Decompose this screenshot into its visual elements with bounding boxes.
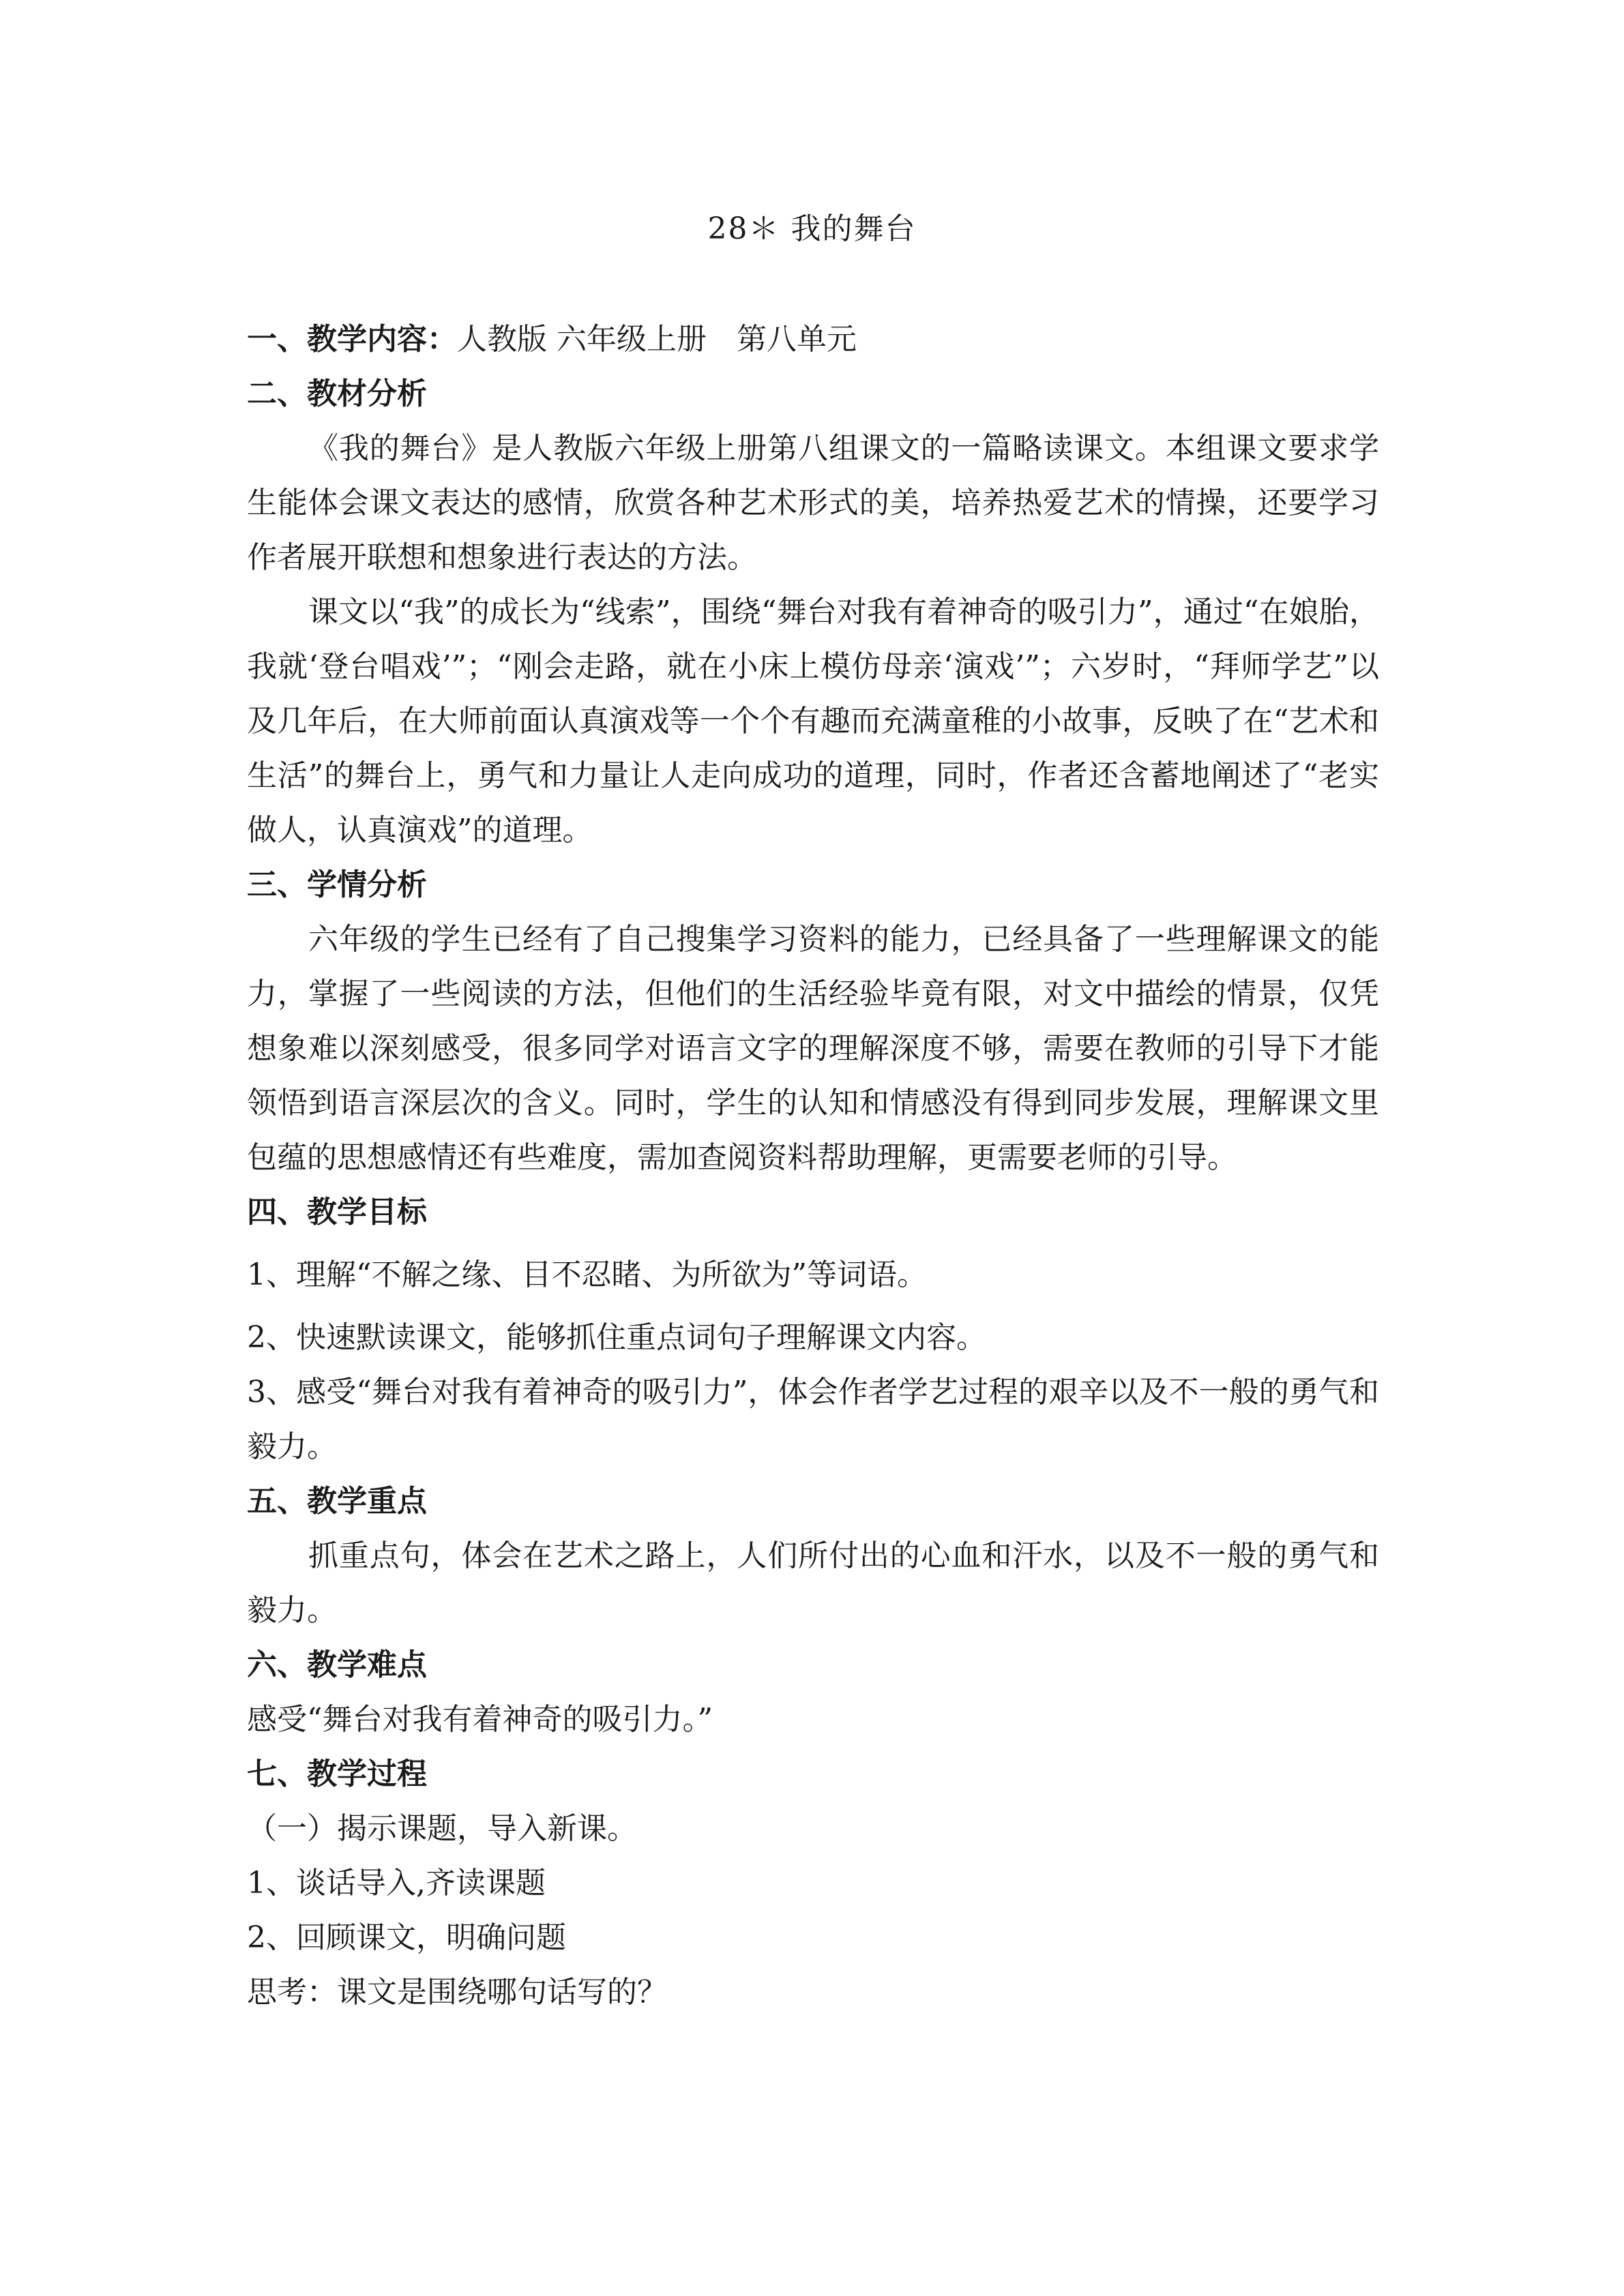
paragraph: 课文以“我”的成长为“线索”，围绕“舞台对我有着神奇的吸引力”，通过“在娘胎，我就‘登台唱戏’”；“刚会走路，就在小床上模仿母亲‘演戏’”；六岁时，“拜师学艺”以及几年后，在大师前面认真演戏等一个个有趣而充满童稚的小故事，反映了在“艺术和生活”的舞台上，勇气和力量让人走向成功的道理，同时，作者还含蓄地阐述了“老实做人，认真演戏”的道理。 (247, 595, 1379, 848)
page-title: 28＊ 我的舞台 (707, 211, 917, 246)
section-heading: 三、学情分析 (247, 867, 427, 902)
list-item: 1、理解“不解之缘、目不忍睹、为所欲为”等词语。 (247, 1257, 927, 1292)
list-item: 1、谈话导入,齐读课题 (247, 1866, 546, 1900)
section-heading: 六、教学难点 (247, 1648, 427, 1682)
section-heading: 七、教学过程 (247, 1757, 427, 1791)
section-heading: 五、教学重点 (247, 1484, 427, 1519)
paragraph: 《我的舞台》是人教版六年级上册第八组课文的一篇略读课文。本组课文要求学生能体会课文表达的感情，欣赏各种艺术形式的美，培养热爱艺术的情操，还要学习作者展开联想和想象进行表达的方法。 (247, 431, 1379, 575)
section-teaching-content (247, 312, 1379, 367)
section-text: 人教版 六年级上册 第八单元 (457, 322, 857, 357)
list-item: 思考：课文是围绕哪句话写的？ (247, 1975, 667, 2010)
list-item: 2、回顾课文，明确问题 (247, 1920, 566, 1955)
list-item: （一）揭示课题，导入新课。 (247, 1811, 637, 1846)
list-item: 3、感受“舞台对我有着神奇的吸引力”，体会作者学艺过程的艰辛以及不一般的勇气和毅力。 (247, 1375, 1379, 1464)
paragraph: 六年级的学生已经有了自己搜集学习资料的能力，已经具备了一些理解课文的能力，掌握了一些阅读的方法，但他们的生活经验毕竟有限，对文中描绘的情景，仅凭想象难以深刻感受，很多同学对语言文字的理解深度不够，需要在教师的引导下才能领悟到语言深层次的含义。同时，学生的认知和情感没有得到同步发展，理解课文里包蕴的思想感情还有些难度，需加查阅资料帮助理解，更需要老师的引导。 (247, 922, 1379, 1175)
section-heading: 二、教材分析 (247, 376, 427, 411)
paragraph: 抓重点句，体会在艺术之路上，人们所付出的心血和汗水，以及不一般的勇气和毅力。 (247, 1538, 1379, 1628)
paragraph: 感受“舞台对我有着神奇的吸引力。” (247, 1702, 713, 1737)
section-heading: 一、教学内容： (247, 322, 457, 357)
section-heading: 四、教学目标 (247, 1195, 427, 1229)
document-body (247, 312, 1379, 2020)
list-item: 2、快速默读课文，能够抓住重点词句子理解课文内容。 (247, 1320, 986, 1355)
